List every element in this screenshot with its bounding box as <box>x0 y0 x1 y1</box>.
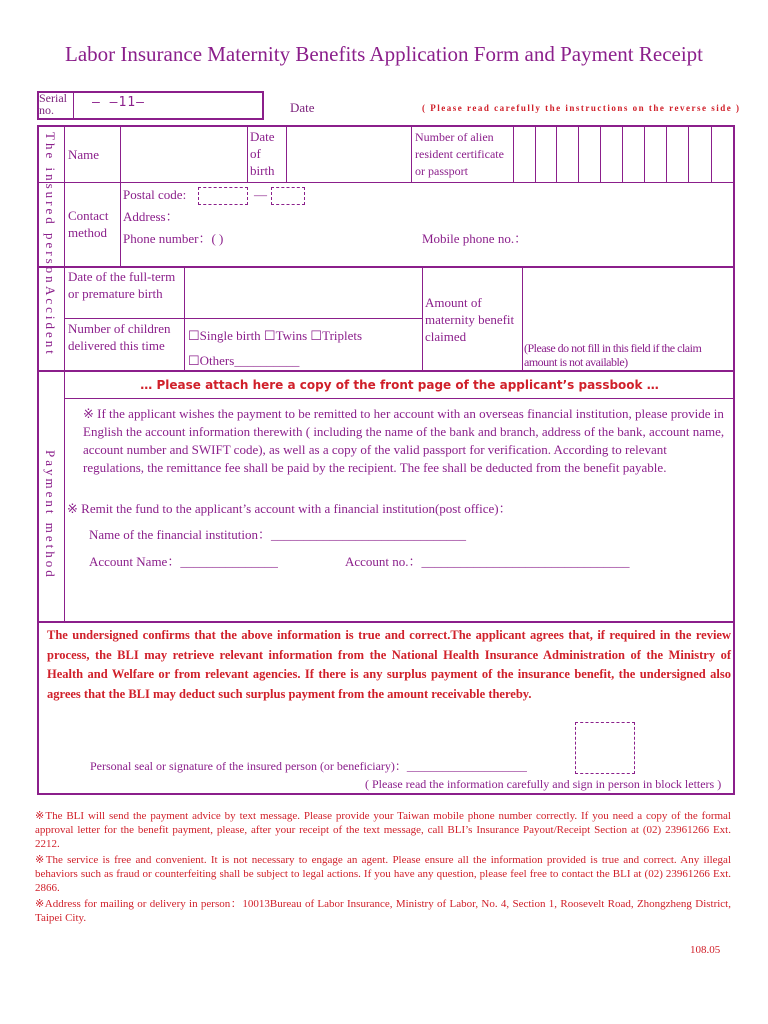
phone-label: Phone number：( ) <box>123 231 224 246</box>
payment-section-label: Payment method <box>43 450 58 580</box>
birth-options[interactable]: ☐Single birth ☐Twins ☐Triplets <box>188 328 363 343</box>
address-label: Address： <box>123 209 179 224</box>
postal-boxes-2[interactable] <box>271 187 305 205</box>
serial-label: Serial no. <box>37 91 74 120</box>
overseas-note: ※ If the applicant wishes the payment to be remitted to her account with an overseas financial institution, please provide in English the account information therewith ( including the name of the bank and branch, address of the bank, account name, account number and SWIFT code), as well as a copy of the valid passport for verification. According to relevant regulations, the remittance fee shall be paid by the recipient. The fee shall be deducted from the benefit payable. <box>83 406 725 475</box>
dob-label: Date of birth <box>250 129 275 178</box>
institution-field[interactable]: Name of the financial institution：______________________________ <box>89 527 466 542</box>
seal-label[interactable]: Personal seal or signature of the insured person (or beneficiary)：____________________ <box>90 759 527 773</box>
declaration-text: The undersigned confirms that the above information is true and correct.The applicant agrees that, if required in the review process, the BLI may retrieve relevant information from the National Health Insurance Administration of the Ministry of Health and Welfare or from relevant agencies. If there is any surplus payment of the insurance benefit, the undersigned also agrees that the BLI may deduct such surplus payment from the amount receivable thereby. <box>47 628 731 701</box>
contact-label: Contact method <box>68 208 109 240</box>
amount-label: Amount of maternity benefit claimed <box>425 295 515 344</box>
amount-note: (Please do not fill in this field if the claim amount is not available) <box>524 341 702 369</box>
children-label: Number of children delivered this time <box>68 321 171 353</box>
birth-date-label: Date of the full-term or premature birth <box>68 269 176 301</box>
name-label: Name <box>68 147 100 162</box>
form-title: Labor Insurance Maternity Benefits Application Form and Payment Receipt <box>65 42 703 66</box>
passbook-note: … Please attach here a copy of the front page of the applicant’s passbook … <box>140 378 659 392</box>
insured-section-label: The insured person <box>43 132 58 286</box>
seal-box[interactable] <box>575 722 635 774</box>
serial-value: — —11— <box>92 95 145 110</box>
account-no-field[interactable]: Account no.：________________________________ <box>345 554 630 569</box>
postal-boxes-1[interactable] <box>198 187 248 205</box>
footer-note-2: ※The service is free and convenient. It is not necessary to engage an agent. Please ensure all the information provided is true and correct. Any illegal behaviors such as fraud or counterfeiting shall be subject to legal actions. If you have any question, please feel free to contact the BLI at (02) 23961266 Ext. 2866. <box>35 854 731 894</box>
footer-note-3: ※Address for mailing or delivery in person：10013Bureau of Labor Insurance, Ministry of Labor, No. 4, Section 1, Roosevelt Road, Zhongzheng District, Taipei City. <box>35 898 731 924</box>
remit-line: ※ Remit the fund to the applicant’s account with a financial institution(post office)： <box>67 501 512 516</box>
account-name-field[interactable]: Account Name：_______________ <box>89 554 278 569</box>
id-label: Number of alien resident certificate or passport <box>415 130 504 178</box>
sign-note: ( Please read the information carefully and sign in person in block letters ) <box>365 777 722 791</box>
postal-label: Postal code: <box>123 187 187 202</box>
version-label: 108.05 <box>690 944 721 956</box>
birth-others[interactable]: ☐Others__________ <box>188 353 300 368</box>
footer-note-1: ※The BLI will send the payment advice by text message. Please provide your Taiwan mobile phone number correctly. If you need a copy of the formal approval letter for the benefit payment, please, after your receipt of the text message, call BLI’s Insurance Payout/Receipt Section at (02) 23961266 Ext. 2212. <box>35 810 731 850</box>
date-label: Date <box>290 100 315 115</box>
mobile-label: Mobile phone no.： <box>422 231 528 246</box>
accident-section-label: Accident <box>43 286 58 357</box>
instruction-note: ( Please read carefully the instructions on the reverse side ) <box>422 103 741 113</box>
